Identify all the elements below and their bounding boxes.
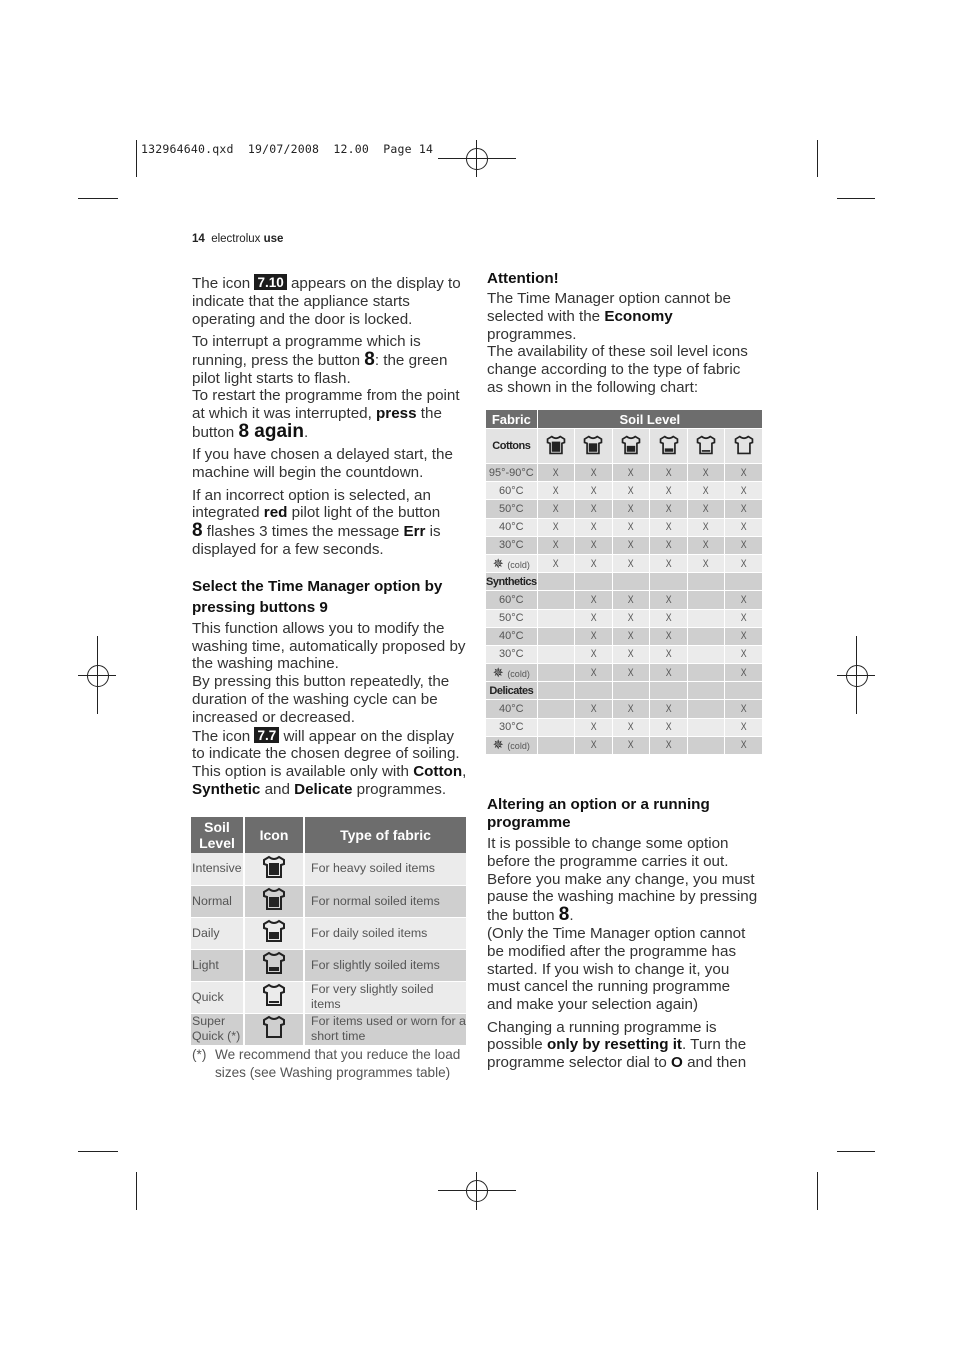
availability-mark: X (725, 500, 763, 518)
table-header: Type of fabric (304, 817, 467, 853)
page-header (192, 233, 283, 245)
snowflake-icon: ✵ (492, 664, 508, 680)
shirt-normal-icon (575, 429, 613, 464)
availability-mark: X (650, 645, 688, 663)
availability-mark (537, 664, 575, 682)
availability-mark: X (537, 500, 575, 518)
availability-mark (537, 736, 575, 754)
availability-mark: X (687, 464, 725, 482)
availability-mark: X (725, 609, 763, 627)
snowflake-icon: ✵ (492, 555, 508, 571)
availability-mark (687, 627, 725, 645)
availability-mark: X (725, 718, 763, 736)
availability-mark: X (650, 627, 688, 645)
temperature-label: 30°C (486, 718, 537, 736)
availability-mark: X (612, 554, 650, 572)
shirt-normal-icon (244, 885, 304, 917)
attention-heading: Attention! (487, 270, 559, 287)
availability-mark: X (650, 664, 688, 682)
availability-mark (537, 645, 575, 663)
availability-mark: X (575, 500, 613, 518)
availability-mark: X (612, 609, 650, 627)
availability-mark (687, 700, 725, 718)
section-row: Cottons (486, 429, 763, 464)
availability-mark: X (575, 645, 613, 663)
shirt-superquick-icon (725, 429, 763, 464)
temperature-label: 40°C (486, 700, 537, 718)
availability-mark: X (612, 482, 650, 500)
availability-mark: X (650, 482, 688, 500)
table-row (486, 500, 763, 518)
table-row (486, 554, 763, 572)
availability-mark: X (650, 736, 688, 754)
availability-mark: X (650, 700, 688, 718)
shirt-daily-icon (244, 917, 304, 949)
availability-mark: X (575, 536, 613, 554)
right-column-bottom (487, 796, 759, 1077)
availability-mark: X (575, 464, 613, 482)
availability-mark: X (650, 536, 688, 554)
table-header: Soil Level (191, 817, 244, 853)
table-row (486, 591, 763, 609)
availability-mark: X (687, 554, 725, 572)
availability-mark: X (687, 500, 725, 518)
file-slug: 132964640.qxd 19/07/2008 12.00 Page 14 (141, 142, 434, 156)
availability-mark (687, 645, 725, 663)
shirt-superquick-icon (244, 1013, 304, 1045)
availability-mark: X (575, 718, 613, 736)
temperature-label: ✵ (cold) (486, 664, 537, 682)
table-header: Soil Level (537, 410, 762, 429)
availability-mark: X (725, 482, 763, 500)
availability-mark: X (537, 464, 575, 482)
availability-mark: X (650, 500, 688, 518)
availability-mark: X (612, 664, 650, 682)
shirt-light-icon (650, 429, 688, 464)
availability-mark (687, 718, 725, 736)
availability-mark: X (725, 736, 763, 754)
footnote: (*) We recommend that you reduce the load sizes (see Washing programmes table) (192, 1047, 461, 1080)
table-row (486, 736, 763, 754)
availability-mark: X (575, 700, 613, 718)
availability-mark: X (650, 518, 688, 536)
right-column-top (487, 268, 759, 397)
availability-mark: X (687, 518, 725, 536)
availability-mark: X (537, 554, 575, 572)
table-row: Super Quick (*) For items used or worn for a short time (192, 1014, 466, 1043)
table-row: Light For slightly soiled items (191, 949, 467, 981)
availability-mark: X (650, 718, 688, 736)
availability-mark (687, 591, 725, 609)
shirt-intensive-icon (537, 429, 575, 464)
shirt-light-icon (244, 949, 304, 981)
table-row (486, 518, 763, 536)
section-name: use (263, 233, 284, 245)
fabric-soil-chart (486, 410, 763, 755)
table-row: Intensive For heavy soiled items (191, 853, 467, 885)
availability-mark (537, 591, 575, 609)
table-row (486, 664, 763, 682)
section-row: Delicates (486, 682, 763, 700)
availability-mark: X (575, 736, 613, 754)
availability-mark: X (725, 664, 763, 682)
temperature-label: 50°C (486, 500, 537, 518)
table-row (486, 482, 763, 500)
availability-mark: X (575, 591, 613, 609)
section-row: Synthetics (486, 573, 763, 591)
availability-mark: X (575, 609, 613, 627)
paragraph: To interrupt a programme which is running, press the button 8: the green pilot light starts to flash. To restart the programme from the point at which it was interrupted, press the button 8 again. (192, 332, 460, 442)
page-number: 14 (192, 233, 205, 245)
availability-mark: X (612, 500, 650, 518)
availability-mark: X (612, 591, 650, 609)
temperature-label: ✵ (cold) (486, 736, 537, 754)
shirt-quick-icon (687, 429, 725, 464)
availability-mark: X (612, 718, 650, 736)
crop-mark (136, 1172, 137, 1210)
paragraph: It is possible to change some option before the programme carries it out. Before you make any change, you must pause the washing machine by pressing the button 8. (Only the Time Manager option cannot be modified after the programme has started. If you wish to change it, you must cancel the running programme and make your selection again) (487, 835, 758, 1014)
crop-mark (837, 1151, 875, 1152)
availability-mark: X (612, 645, 650, 663)
crop-mark (78, 198, 118, 199)
temperature-label: 60°C (486, 591, 537, 609)
paragraph: The Time Manager option cannot be selected with the Economy programmes. The availability of these soil level icons change according to the type of fabric as shown in the following chart: (487, 290, 748, 396)
availability-mark: X (725, 554, 763, 572)
paragraph: If you have chosen a delayed start, the machine will begin the countdown. (192, 446, 453, 482)
crop-mark (78, 1151, 118, 1152)
availability-mark: X (575, 482, 613, 500)
availability-mark: X (612, 736, 650, 754)
temperature-label: 50°C (486, 609, 537, 627)
soil-level-table (191, 817, 468, 1046)
table-row (486, 536, 763, 554)
availability-mark: X (575, 627, 613, 645)
section-heading: Select the Time Manager option by pressing buttons 9 (192, 577, 443, 616)
availability-mark: X (612, 700, 650, 718)
paragraph: The icon 7.10 appears on the display to indicate that the appliance starts operating and the door is locked. (192, 275, 461, 328)
table-row: Daily For daily soiled items (191, 917, 467, 949)
availability-mark: X (725, 518, 763, 536)
availability-mark (537, 718, 575, 736)
availability-mark: X (612, 536, 650, 554)
table-row: Normal For normal soiled items (191, 885, 467, 917)
display-icon-7-7: 7.7 (254, 727, 279, 743)
availability-mark: X (725, 627, 763, 645)
temperature-label: 40°C (486, 518, 537, 536)
shirt-intensive-icon (244, 853, 304, 885)
paragraph: This function allows you to modify the washing time, automatically proposed by the washing machine. By pressing this button repeatedly, the duration of the washing cycle can be increased or decreased. The icon 7.7 will appear on the display to indicate the chosen degree of soiling. This option is available only with Cotton, Synthetic and Delicate programmes. (192, 619, 467, 798)
crop-mark (817, 1172, 818, 1210)
temperature-label: ✵ (cold) (486, 554, 537, 572)
availability-mark: X (725, 645, 763, 663)
temperature-label: 30°C (486, 645, 537, 663)
paragraph: Changing a running programme is possible only by resetting it. Turn the programme selector dial to O and then (487, 1018, 747, 1072)
availability-mark: X (650, 609, 688, 627)
temperature-label: 30°C (486, 536, 537, 554)
availability-mark: X (612, 464, 650, 482)
table-row (486, 700, 763, 718)
table-row: Quick For very slightly soiled items (191, 981, 467, 1013)
availability-mark (537, 627, 575, 645)
snowflake-icon: ✵ (492, 737, 508, 753)
availability-mark: X (537, 536, 575, 554)
shirt-daily-icon (612, 429, 650, 464)
table-header: Fabric (486, 410, 537, 429)
availability-mark: X (575, 554, 613, 572)
temperature-label: 60°C (486, 482, 537, 500)
table-row (486, 609, 763, 627)
crop-mark (136, 140, 137, 177)
table-row (486, 627, 763, 645)
availability-mark (687, 664, 725, 682)
availability-mark: X (687, 482, 725, 500)
availability-mark (537, 700, 575, 718)
availability-mark: X (650, 464, 688, 482)
left-column (192, 274, 467, 799)
availability-mark: X (612, 627, 650, 645)
paragraph: If an incorrect option is selected, an integrated red pilot light of the button 8 flashes 3 times the message Err is displayed for a few seconds. (192, 486, 441, 558)
availability-mark: X (537, 518, 575, 536)
crop-mark (837, 198, 875, 199)
availability-mark: X (650, 554, 688, 572)
availability-mark: X (725, 464, 763, 482)
availability-mark (537, 609, 575, 627)
table-header: Icon (244, 817, 304, 853)
shirt-quick-icon (244, 981, 304, 1013)
display-icon-7-10: 7.10 (254, 274, 286, 290)
availability-mark: X (725, 591, 763, 609)
availability-mark: X (650, 591, 688, 609)
availability-mark: X (725, 700, 763, 718)
availability-mark: X (575, 518, 613, 536)
section-heading: Altering an option or a running programme (487, 796, 710, 831)
availability-mark: X (725, 536, 763, 554)
availability-mark (687, 609, 725, 627)
temperature-label: 95°-90°C (486, 464, 537, 482)
availability-mark (687, 736, 725, 754)
availability-mark: X (537, 482, 575, 500)
table-row (486, 645, 763, 663)
availability-mark: X (575, 664, 613, 682)
brand-name: electrolux (211, 233, 261, 245)
table-row (486, 464, 763, 482)
availability-mark: X (612, 518, 650, 536)
crop-mark (817, 140, 818, 177)
table-row (486, 718, 763, 736)
temperature-label: 40°C (486, 627, 537, 645)
availability-mark: X (687, 536, 725, 554)
